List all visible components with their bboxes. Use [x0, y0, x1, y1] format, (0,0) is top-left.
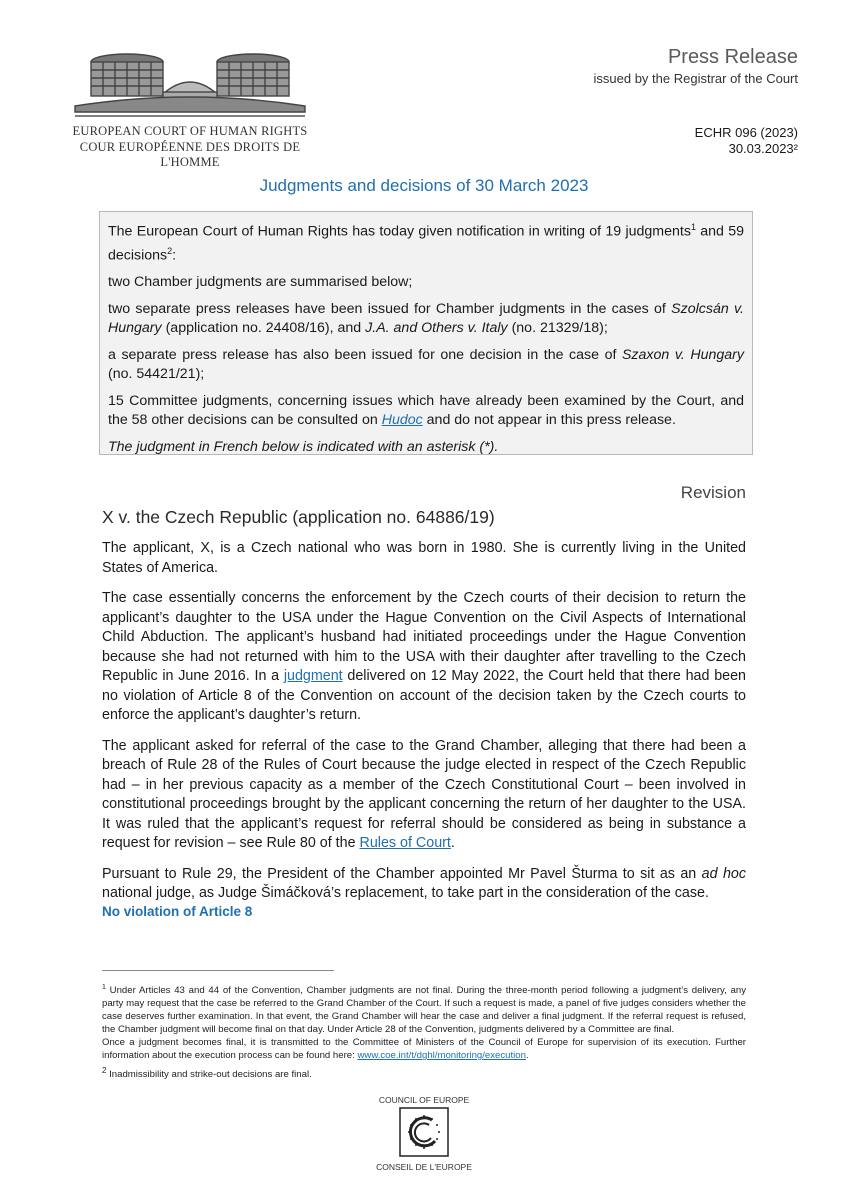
case-text: delivered on 12 May 2022, the Court held that there had been no violation of Article 8 of the Convention on account of the decision taken by the Czech courts to enforce the applicant’s daughter’s return.	[102, 668, 746, 723]
judgment-link[interactable]: judgment	[283, 668, 343, 684]
summary-text: (application no. 24408/16), and	[161, 320, 366, 337]
court-building-logo	[55, 48, 325, 120]
page-title: Judgments and decisions of 30 March 2023	[259, 176, 589, 195]
press-release-title: Press Release	[667, 46, 798, 68]
verdict-heading: No violation of Article 8	[102, 904, 253, 919]
case-title: X v. the Czech Republic (application no. 64886/19)	[102, 507, 495, 527]
case-name: Szaxon v. Hungary	[621, 347, 745, 364]
council-of-europe-logo-icon	[399, 1107, 449, 1157]
footnote-text: Once a judgment becomes final, it is transmitted to the Committee of Ministers of the Council of Europe for supervision of its execution. Further information about the execution process can be found here:	[102, 1037, 746, 1062]
summary-text: two separate press releases have been issued for Chamber judgments in the cases of	[108, 301, 672, 318]
rules-of-court-link[interactable]: Rules of Court	[359, 835, 451, 851]
summary-text: The judgment in French below is indicated with an asterisk (*).	[108, 439, 499, 456]
case-name: Szolcsán v. Hungary	[108, 301, 745, 337]
footnote-ref-1[interactable]: 1	[690, 222, 696, 232]
summary-paragraph-5	[108, 392, 744, 430]
footnote-divider	[102, 970, 334, 971]
summary-paragraph-1	[108, 218, 744, 265]
court-name-en: EUROPEAN COURT OF HUMAN RIGHTS	[72, 124, 308, 138]
execution-link[interactable]: www.coe.int/t/dghl/monitoring/execution	[357, 1050, 526, 1062]
case-type-label: Revision	[680, 483, 746, 502]
issued-by: issued by the Registrar of the Court	[593, 71, 798, 86]
release-reference: ECHR 096 (2023)	[694, 125, 798, 140]
summary-text: (no. 21329/18);	[507, 320, 608, 337]
case-text: national judge, as Judge Šimáčková’s replacement, to take part in the consideration of the case.	[102, 885, 709, 901]
summary-paragraph-6	[108, 438, 744, 457]
summary-paragraph-4	[108, 346, 744, 384]
summary-text: 15 Committee judgments, concerning issues which have already been examined by the Court, and the 58 other decisions can be consulted on	[108, 393, 744, 429]
case-text: Pursuant to Rule 29, the President of the Chamber appointed Mr Pavel Šturma to sit as an	[102, 865, 702, 882]
footnote-mark: 1	[102, 984, 106, 991]
case-paragraph-3	[102, 737, 746, 854]
case-paragraph-2	[102, 589, 746, 726]
summary-text: :	[172, 247, 177, 264]
summary-text: The European Court of Human Rights has today given notification in writing of 19 judgments	[108, 223, 691, 240]
summary-text: and do not appear in this press release.	[422, 412, 676, 429]
case-text: The case essentially concerns the enforcement by the Czech courts of their decision to return the applicant’s daughter to the USA under the Hague Convention on the Civil Aspects of International Child Abduction. The applicant’s husband had initiated proceedings under the Hague Convention because she had not returned with him to the USA with their daughter after travelling to the Czech Republic in June 2016. In a	[102, 590, 746, 684]
case-text: The applicant asked for referral of the case to the Grand Chamber, alleging that there had been a breach of Rule 28 of the Rules of Court because the judge elected in respect of the Czech Republic had – in her previous capacity as a member of the Czech Constitutional Court – been involved in constitutional proceedings brought by the applicant concerning the return of her daughter to the USA. It was ruled that the applicant’s request for referral should be considered as being in substance a request for revision – see Rule 80 of the	[102, 737, 746, 851]
summary-box	[99, 211, 753, 455]
coe-name-fr: CONSEIL DE L'EUROPE	[376, 1162, 472, 1172]
footnote-text: .	[525, 1050, 529, 1062]
footnote-text: Under Articles 43 and 44 of the Convention, Chamber judgments are not final. During the three-month period following a judgment’s delivery, any party may request that the case be referred to the Grand Chamber of the Court. If such a request is made, a panel of five judges considers whether the case deserves further examination. In that event, the Grand Chamber will hear the case and deliver a final judgment. If the referral request is refused, the Chamber judgment will become final on that day. Under Article 28 of the Convention, judgments delivered by a Committee are final.	[102, 985, 746, 1036]
footnote-mark: 2	[102, 1066, 107, 1076]
case-body	[102, 539, 746, 915]
footnote-text: Inadmissibility and strike-out decisions are final.	[106, 1069, 312, 1081]
case-paragraph-4	[102, 865, 746, 904]
case-text: .	[450, 835, 455, 851]
release-date: 30.03.2023²	[728, 141, 798, 156]
hudoc-link[interactable]: Hudoc	[381, 412, 423, 429]
summary-text: (no. 54421/21);	[108, 366, 205, 383]
case-paragraph-1: The applicant, X, is a Czech national who was born in 1980. She is currently living in the United States of America.	[102, 540, 746, 576]
footnotes	[102, 981, 746, 1081]
case-text-emphasis: ad hoc	[701, 865, 746, 882]
coe-name-en: COUNCIL OF EUROPE	[378, 1095, 470, 1105]
footnote-1	[102, 981, 746, 1036]
summary-paragraph-2: two Chamber judgments are summarised below;	[108, 274, 413, 291]
summary-paragraph-3	[108, 300, 744, 338]
footnote-ref-2[interactable]: 2	[167, 245, 173, 256]
footnote-1-continued	[102, 1036, 746, 1062]
case-name: J.A. and Others v. Italy	[365, 320, 508, 337]
summary-text: a separate press release has also been issued for one decision in the case of	[108, 347, 622, 364]
summary-text: and 59 decisions	[108, 223, 744, 264]
court-name-fr: COUR EUROPÉENNE DES DROITS DE L'HOMME	[79, 140, 301, 169]
footnote-2	[102, 1064, 746, 1081]
